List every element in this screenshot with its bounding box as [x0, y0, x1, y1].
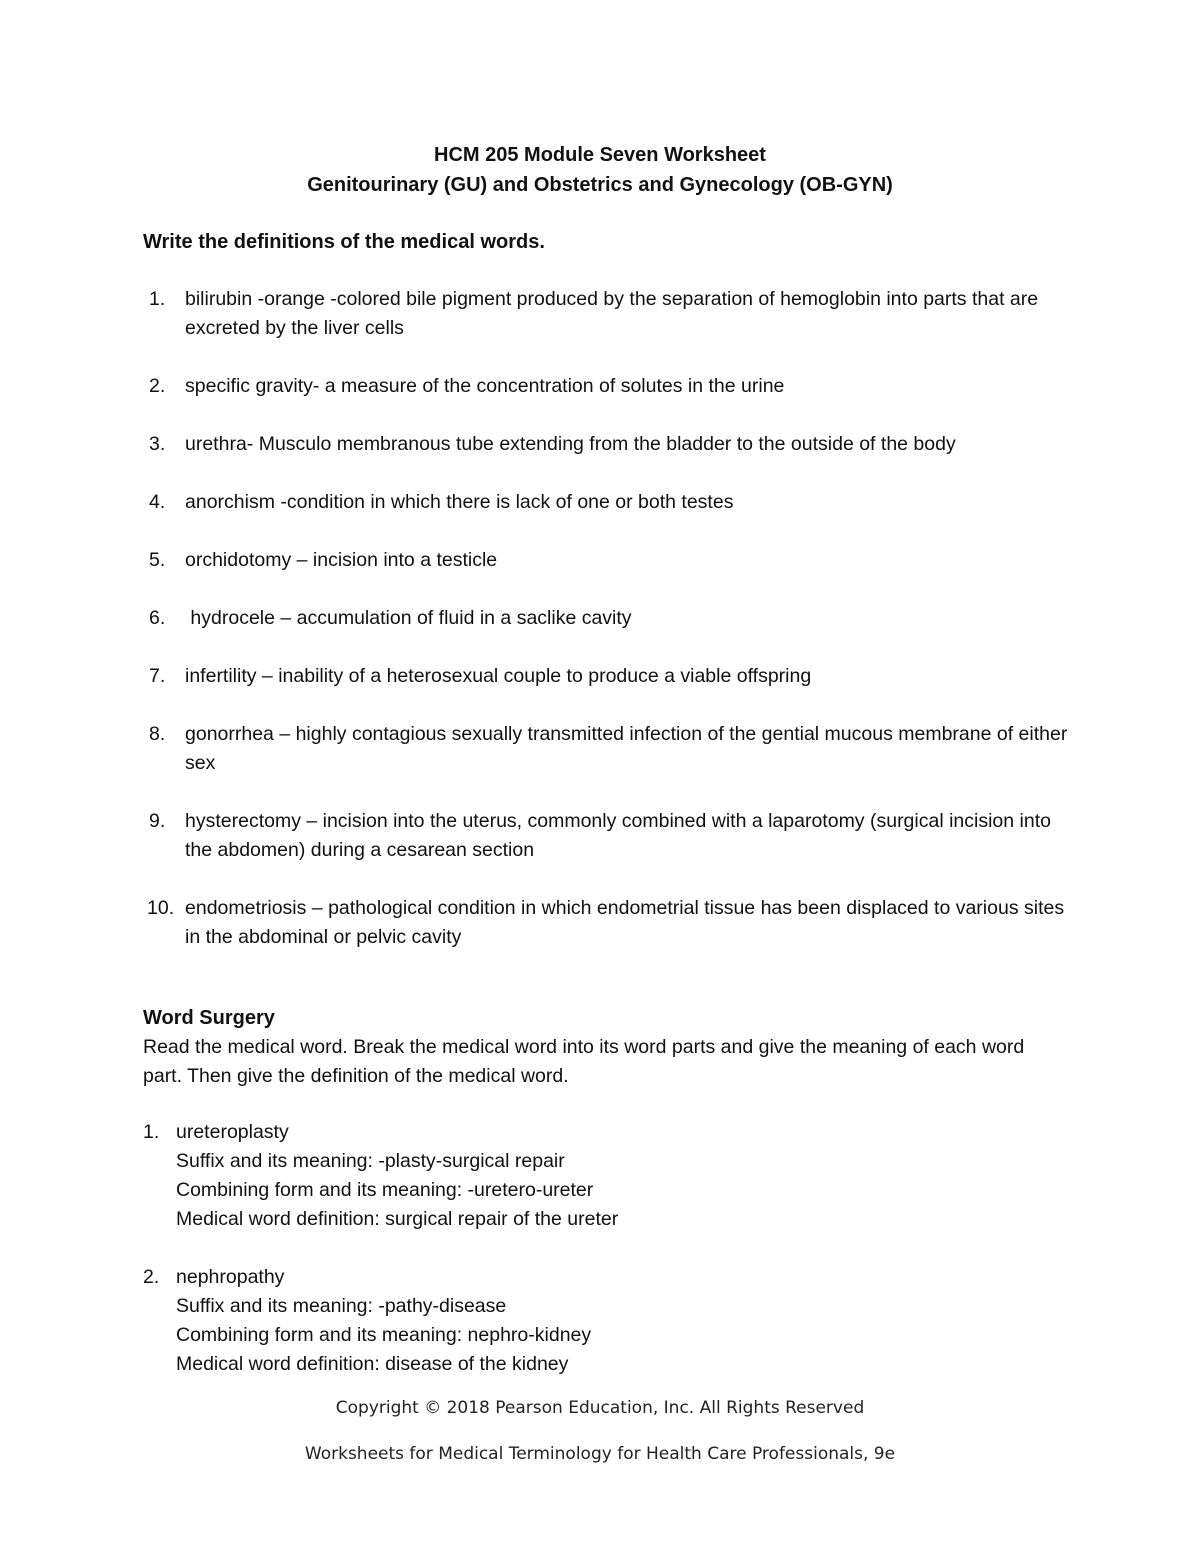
definition-text: endometriosis – pathological condition in which endometrial tissue has been displaced to various sites in the abdominal or pelvic cavity — [185, 897, 1065, 948]
page-title: HCM 205 Module Seven Worksheet — [434, 144, 766, 166]
definition-item — [143, 604, 1083, 633]
definition-text: gonorrhea – highly contagious sexually transmitted infection of the gential mucous membrane of either sex — [185, 723, 1068, 774]
definition-item — [143, 546, 1083, 575]
definition-item — [143, 894, 1083, 952]
item-number: 3. — [149, 433, 166, 455]
definitions-list — [143, 285, 1083, 981]
definitions-instruction: Write the definitions of the medical words. — [143, 231, 545, 253]
item-number: 6. — [149, 607, 166, 629]
item-number: 4. — [149, 491, 166, 513]
item-number: 1. — [149, 288, 166, 310]
word-surgery-item — [143, 1263, 1063, 1379]
definition-text: hysterectomy – incision into the uterus, commonly combined with a laparotomy (surgical incision into the abdomen) during a cesarean section — [185, 810, 1051, 861]
page-subtitle: Genitourinary (GU) and Obstetrics and Gynecology (OB-GYN) — [307, 174, 893, 196]
medical-word: nephropathy — [176, 1266, 285, 1288]
definition-text: specific gravity- a measure of the concentration of solutes in the urine — [185, 375, 785, 397]
definition-item — [143, 285, 1083, 343]
definition-text: bilirubin -orange -colored bile pigment produced by the separation of hemoglobin into parts that are excreted by the liver cells — [185, 288, 1039, 339]
item-number: 2. — [143, 1266, 160, 1288]
title-block — [0, 140, 1200, 200]
word-surgery-heading: Word Surgery — [143, 1007, 275, 1029]
definition-text: infertility – inability of a heterosexual couple to produce a viable offspring — [185, 665, 812, 687]
combining-form-line: Combining form and its meaning: -uretero-ureter — [176, 1179, 594, 1201]
word-surgery-instructions: Read the medical word. Break the medical word into its word parts and give the meaning of each word part. Then give the definition of the medical word. — [143, 1036, 1025, 1087]
definition-text: orchidotomy – incision into a testicle — [185, 549, 498, 571]
item-number: 9. — [149, 810, 166, 832]
item-number: 10. — [147, 897, 175, 919]
item-number: 7. — [149, 665, 166, 687]
definition-item — [143, 488, 1083, 517]
medical-word: ureteroplasty — [176, 1121, 289, 1143]
definition-text: anorchism -condition in which there is lack of one or both testes — [185, 491, 734, 513]
footer-copyright: Copyright © 2018 Pearson Education, Inc. All Rights Reserved — [335, 1398, 865, 1418]
definition-item — [143, 430, 1083, 459]
definition-text: urethra- Musculo membranous tube extending from the bladder to the outside of the body — [185, 433, 956, 455]
suffix-line: Suffix and its meaning: -pathy-disease — [176, 1295, 507, 1317]
item-number: 1. — [143, 1121, 160, 1143]
item-number: 8. — [149, 723, 166, 745]
item-number: 2. — [149, 375, 166, 397]
definition-item — [143, 662, 1083, 691]
definition-text: hydrocele – accumulation of fluid in a saclike cavity — [185, 607, 632, 629]
definition-item — [143, 372, 1083, 401]
suffix-line: Suffix and its meaning: -plasty-surgical repair — [176, 1150, 565, 1172]
word-surgery-list — [143, 1118, 1063, 1408]
item-number: 5. — [149, 549, 166, 571]
definition-item — [143, 807, 1083, 865]
combining-form-line: Combining form and its meaning: nephro-kidney — [176, 1324, 592, 1346]
definition-item — [143, 720, 1083, 778]
definition-line: Medical word definition: surgical repair of the ureter — [176, 1208, 619, 1230]
word-surgery-item — [143, 1118, 1063, 1234]
footer-book-title: Worksheets for Medical Terminology for Health Care Professionals, 9e — [304, 1444, 896, 1464]
definition-line: Medical word definition: disease of the kidney — [176, 1353, 569, 1375]
